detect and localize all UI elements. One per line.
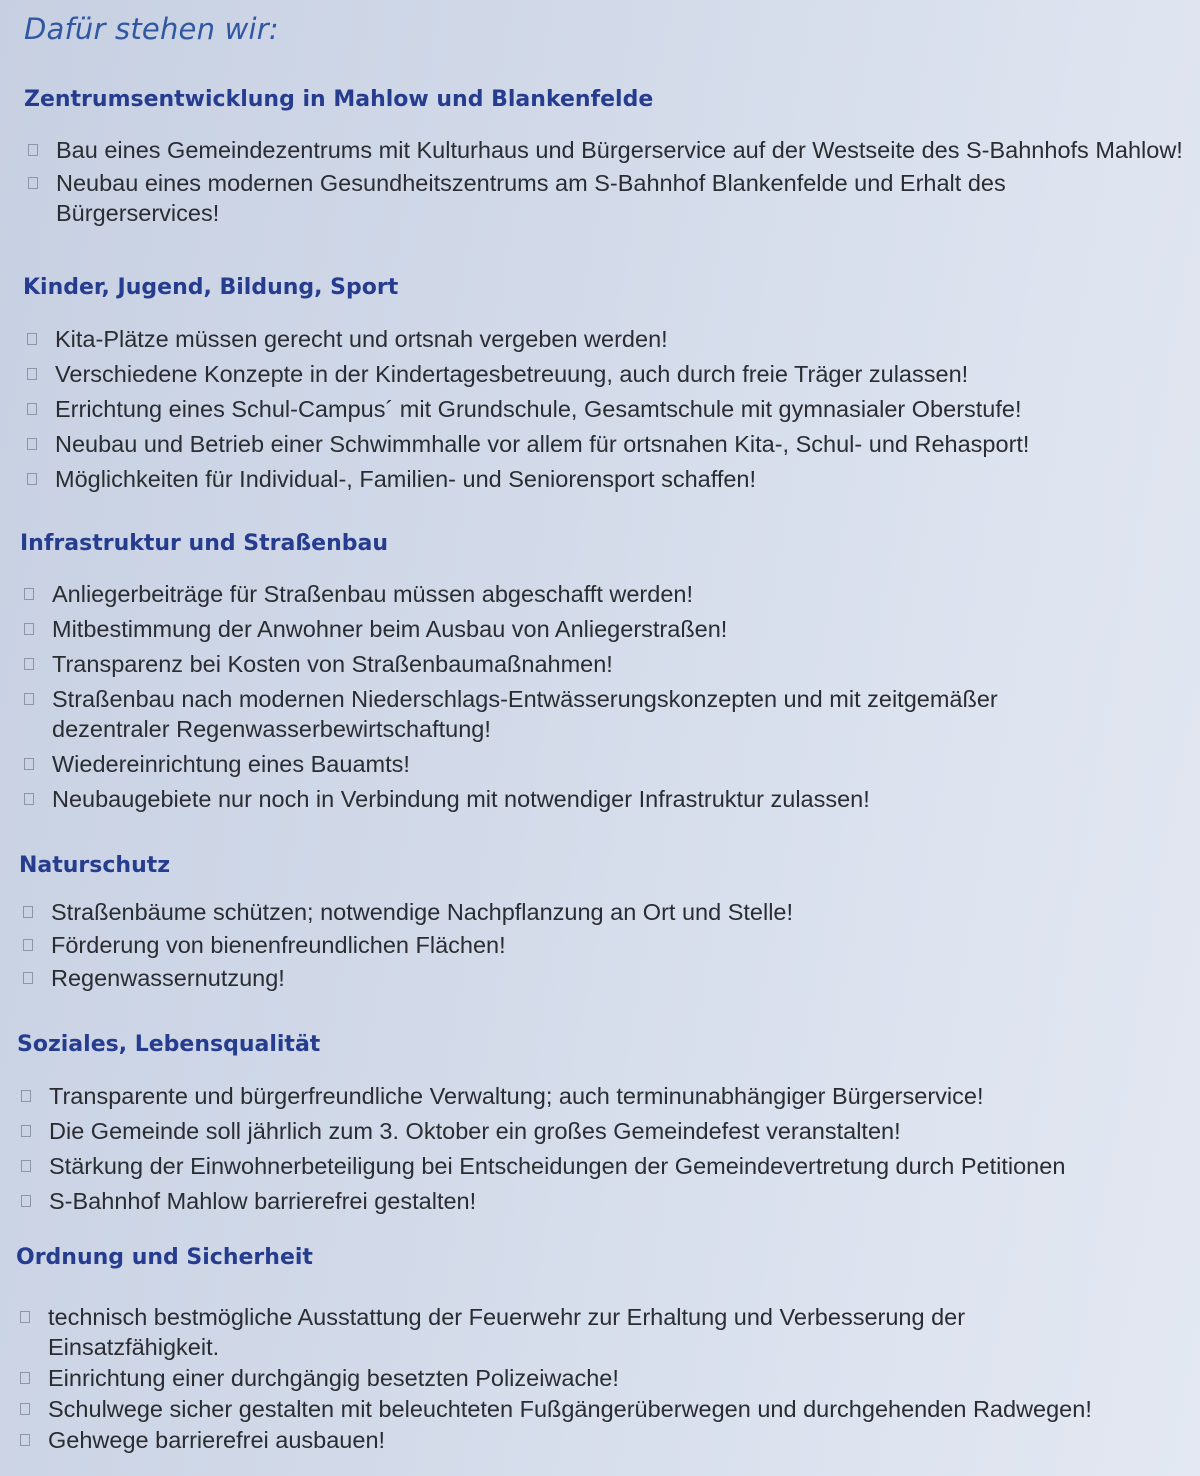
list-item xyxy=(23,324,1193,354)
section-heading: Ordnung und Sicherheit xyxy=(16,1245,313,1270)
list-item xyxy=(19,930,1189,960)
checkbox-icon xyxy=(28,177,38,189)
list-item xyxy=(20,784,1190,814)
checkbox-icon xyxy=(27,333,37,345)
checkbox-icon xyxy=(27,473,37,485)
list-item xyxy=(20,579,1190,609)
checkbox-icon xyxy=(21,1195,31,1207)
checkbox-icon xyxy=(24,658,34,670)
item-text: Einrichtung einer durchgängig besetzten Polizeiwache! xyxy=(48,1365,619,1391)
page-title: Dafür stehen wir: xyxy=(24,12,279,46)
section-infrastruktur xyxy=(20,530,1190,819)
list-item xyxy=(20,649,1190,679)
item-list xyxy=(16,1302,1186,1455)
list-item xyxy=(20,684,1102,744)
list-item xyxy=(20,749,1190,779)
checkbox-icon xyxy=(24,588,34,600)
item-list xyxy=(19,897,1189,993)
item-text: Transparenz bei Kosten von Straßenbaumaßnahmen! xyxy=(52,651,613,677)
item-text: Transparente und bürgerfreundliche Verwaltung; auch terminunabhängiger Bürgerservice! xyxy=(49,1083,984,1109)
checkbox-icon xyxy=(28,144,38,156)
checkbox-icon xyxy=(23,906,33,918)
item-text: technisch bestmögliche Ausstattung der Feuerwehr zur Erhaltung und Verbesserung der Einsatzfähigkeit. xyxy=(48,1304,966,1360)
checkbox-icon xyxy=(21,1160,31,1172)
item-text: Stärkung der Einwohnerbeteiligung bei Entscheidungen der Gemeindevertretung durch Petitionen xyxy=(49,1153,1066,1179)
item-text: Verschiedene Konzepte in der Kindertagesbetreuung, auch durch freie Träger zulassen! xyxy=(55,361,969,387)
list-item xyxy=(17,1081,1187,1111)
item-list xyxy=(23,324,1193,494)
section-heading: Zentrumsentwicklung in Mahlow und Blankenfelde xyxy=(24,87,654,112)
item-text: Anliegerbeiträge für Straßenbau müssen abgeschafft werden! xyxy=(52,581,693,607)
section-heading: Infrastruktur und Straßenbau xyxy=(20,531,389,556)
item-list xyxy=(24,135,1194,228)
item-text: Möglichkeiten für Individual-, Familien- und Seniorensport schaffen! xyxy=(55,466,757,492)
list-item xyxy=(16,1425,1186,1455)
list-item xyxy=(16,1302,1068,1362)
item-text: S-Bahnhof Mahlow barrierefrei gestalten! xyxy=(49,1188,477,1214)
checkbox-icon xyxy=(23,972,33,984)
list-item xyxy=(24,135,1186,165)
list-item xyxy=(20,614,1190,644)
list-item xyxy=(23,394,1193,424)
checkbox-icon xyxy=(24,793,34,805)
checkbox-icon xyxy=(21,1090,31,1102)
item-list xyxy=(17,1081,1187,1216)
item-text: Bau eines Gemeindezentrums mit Kulturhaus und Bürgerservice auf der Westseite des S-Bahnhofs Mahlow! xyxy=(56,137,1183,163)
section-naturschutz xyxy=(19,852,1189,996)
checkbox-icon xyxy=(20,1434,30,1446)
checkbox-icon xyxy=(27,368,37,380)
section-zentrumsentwicklung xyxy=(24,86,1194,231)
checkbox-icon xyxy=(23,939,33,951)
item-text: Neubaugebiete nur noch in Verbindung mit notwendiger Infrastruktur zulassen! xyxy=(52,786,870,812)
list-item xyxy=(16,1394,1186,1424)
item-text: Regenwassernutzung! xyxy=(51,965,285,991)
section-heading: Soziales, Lebensqualität xyxy=(17,1032,321,1057)
checkbox-icon xyxy=(24,693,34,705)
item-text: Förderung von bienenfreundlichen Flächen! xyxy=(51,932,506,958)
checkbox-icon xyxy=(20,1372,30,1384)
item-text: Wiedereinrichtung eines Bauamts! xyxy=(52,751,410,777)
list-item xyxy=(17,1186,1187,1216)
list-item xyxy=(19,963,1189,993)
checkbox-icon xyxy=(20,1403,30,1415)
item-list xyxy=(20,579,1190,814)
section-ordnung-sicherheit xyxy=(16,1244,1186,1456)
list-item xyxy=(19,897,1189,927)
checkbox-icon xyxy=(24,623,34,635)
item-text: Die Gemeinde soll jährlich zum 3. Oktober ein großes Gemeindefest veranstalten! xyxy=(49,1118,901,1144)
checkbox-icon xyxy=(27,438,37,450)
list-item xyxy=(23,429,1193,459)
checkbox-icon xyxy=(21,1125,31,1137)
item-text: Straßenbau nach modernen Niederschlags-Entwässerungskonzepten und mit zeitgemäßer dezentraler Regenwasserbewirtschaftung! xyxy=(52,686,998,742)
list-item xyxy=(24,168,1116,228)
item-text: Neubau und Betrieb einer Schwimmhalle vor allem für ortsnahen Kita-, Schul- und Rehasport! xyxy=(55,431,1030,457)
list-item xyxy=(17,1151,1187,1181)
list-item xyxy=(23,359,1193,389)
section-heading: Kinder, Jugend, Bildung, Sport xyxy=(23,275,399,300)
item-text: Errichtung eines Schul-Campus´ mit Grundschule, Gesamtschule mit gymnasialer Oberstufe! xyxy=(55,396,1022,422)
item-text: Neubau eines modernen Gesundheitszentrums am S-Bahnhof Blankenfelde und Erhalt des Bürgerservices! xyxy=(56,170,1006,226)
list-item xyxy=(23,464,1193,494)
item-text: Straßenbäume schützen; notwendige Nachpflanzung an Ort und Stelle! xyxy=(51,899,794,925)
item-text: Gehwege barrierefrei ausbauen! xyxy=(48,1427,386,1453)
item-text: Kita-Plätze müssen gerecht und ortsnah vergeben werden! xyxy=(55,326,668,352)
checkbox-icon xyxy=(24,758,34,770)
list-item xyxy=(16,1363,1186,1393)
item-text: Schulwege sicher gestalten mit beleuchteten Fußgängerüberwegen und durchgehenden Radwegen! xyxy=(48,1396,1092,1422)
checkbox-icon xyxy=(27,403,37,415)
checkbox-icon xyxy=(20,1311,30,1323)
section-soziales xyxy=(17,1031,1187,1221)
section-kinder-jugend xyxy=(23,274,1193,499)
section-heading: Naturschutz xyxy=(19,853,171,878)
item-text: Mitbestimmung der Anwohner beim Ausbau von Anliegerstraßen! xyxy=(52,616,728,642)
list-item xyxy=(17,1116,1187,1146)
